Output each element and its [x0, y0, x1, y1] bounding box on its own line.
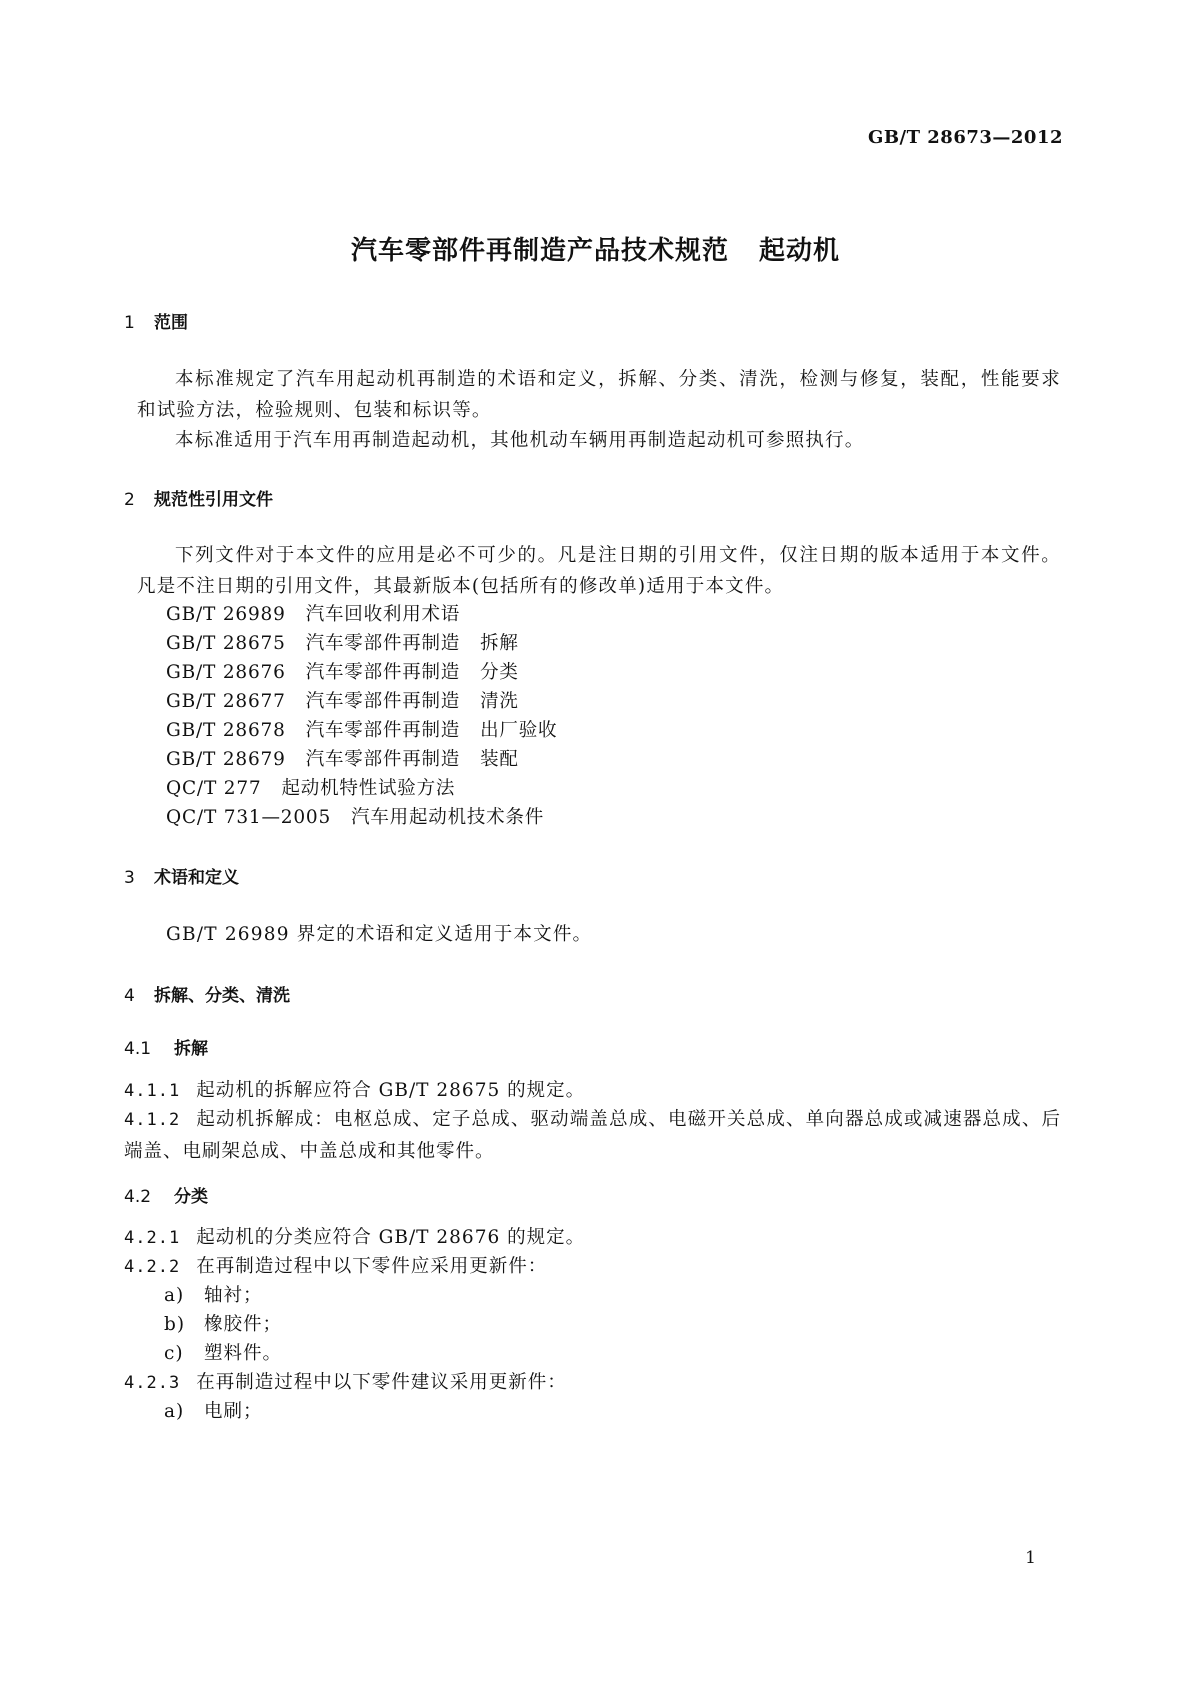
clause-number: 4.2.2	[124, 1257, 181, 1277]
reference-item	[166, 629, 519, 655]
section-1-title: 范围	[154, 313, 188, 333]
page-number: 1	[1025, 1548, 1036, 1568]
reference-item	[166, 687, 519, 713]
subsection-4-2-heading	[124, 1182, 208, 1207]
reference-title: 汽车零部件再制造	[305, 662, 461, 683]
reference-code: GB/T 26989	[166, 604, 286, 625]
reference-code: GB/T 28677	[166, 691, 286, 712]
section-3-number: 3	[124, 868, 135, 888]
list-item	[164, 1281, 263, 1307]
reference-title: 汽车零部件再制造	[305, 633, 461, 654]
reference-subtitle: 清洗	[480, 691, 519, 712]
reference-title: 汽车回收利用术语	[305, 604, 461, 625]
list-item	[164, 1397, 263, 1423]
list-item-text: 电刷；	[204, 1401, 263, 1422]
reference-subtitle: 分类	[480, 662, 519, 683]
reference-code: QC/T 731—2005	[166, 807, 332, 828]
reference-title: 汽车零部件再制造	[305, 720, 461, 741]
clause-number: 4.1.2	[124, 1110, 181, 1130]
standard-number: GB/T 28673—2012	[867, 127, 1063, 148]
reference-title: 起动机特性试验方法	[281, 778, 456, 799]
list-item-label: b)	[164, 1314, 186, 1335]
reference-item	[166, 716, 557, 742]
section-4-number: 4	[124, 986, 135, 1006]
reference-code: GB/T 28678	[166, 720, 286, 741]
reference-item	[166, 803, 544, 829]
section-4-heading	[124, 981, 290, 1006]
section-3-heading	[124, 863, 239, 888]
clause-text: 在再制造过程中以下零件建议采用更新件：	[196, 1372, 567, 1393]
clause-4-2-1	[124, 1223, 585, 1249]
reference-code: GB/T 28679	[166, 749, 286, 770]
clause-number: 4.2.1	[124, 1228, 181, 1248]
subsection-4-1-title: 拆解	[174, 1039, 208, 1059]
subsection-4-1-heading	[124, 1034, 208, 1059]
list-item-text: 轴衬；	[204, 1285, 263, 1306]
section-2-title: 规范性引用文件	[154, 490, 273, 510]
list-item-label: a)	[164, 1401, 185, 1422]
reference-title: 汽车零部件再制造	[305, 691, 461, 712]
list-item-label: c)	[164, 1343, 184, 1364]
reference-subtitle: 装配	[480, 749, 519, 770]
reference-subtitle: 拆解	[480, 633, 519, 654]
section-1-para-1: 本标准规定了汽车用起动机再制造的术语和定义，拆解、分类、清洗，检测与修复，装配，性能要求和试验方法，检验规则、包装和标识等。	[137, 369, 1061, 421]
section-3-title: 术语和定义	[154, 868, 239, 888]
reference-code: GB/T 28675	[166, 633, 286, 654]
section-1-para-2: 本标准适用于汽车用再制造起动机，其他机动车辆用再制造起动机可参照执行。	[175, 430, 865, 451]
section-1-heading	[124, 308, 188, 333]
reference-code: QC/T 277	[166, 778, 262, 799]
subsection-4-1-number: 4.1	[124, 1039, 152, 1059]
section-3-para: GB/T 26989 界定的术语和定义适用于本文件。	[166, 924, 593, 945]
clause-text: 起动机拆解成：电枢总成、定子总成、驱动端盖总成、电磁开关总成、单向器总成或减速器总成、后端盖、电刷架总成、中盖总成和其他零件。	[124, 1109, 1061, 1162]
document-title	[0, 230, 1191, 267]
reference-title: 汽车用起动机技术条件	[351, 807, 545, 828]
clause-number: 4.2.3	[124, 1373, 181, 1393]
subsection-4-2-title: 分类	[174, 1187, 208, 1207]
clause-text: 起动机的拆解应符合 GB/T 28675 的规定。	[196, 1080, 586, 1101]
section-2-number: 2	[124, 490, 135, 510]
list-item-text: 塑料件。	[204, 1343, 283, 1364]
subsection-4-2-number: 4.2	[124, 1187, 152, 1207]
section-1-number: 1	[124, 313, 135, 333]
clause-4-1-1	[124, 1076, 585, 1102]
reference-item	[166, 745, 519, 771]
reference-item	[166, 774, 455, 800]
reference-code: GB/T 28676	[166, 662, 286, 683]
list-item	[164, 1310, 282, 1336]
title-sub: 起动机	[759, 236, 841, 266]
title-main: 汽车零部件再制造产品技术规范	[350, 236, 729, 266]
clause-4-2-3	[124, 1368, 567, 1394]
reference-subtitle: 出厂验收	[480, 720, 558, 741]
reference-title: 汽车零部件再制造	[305, 749, 461, 770]
clause-4-2-2	[124, 1252, 547, 1278]
section-2-heading	[124, 485, 273, 510]
list-item-label: a)	[164, 1285, 185, 1306]
list-item-text: 橡胶件；	[204, 1314, 283, 1335]
clause-4-1-2	[124, 1104, 1061, 1167]
clause-text: 在再制造过程中以下零件应采用更新件：	[196, 1256, 548, 1277]
reference-item	[166, 600, 460, 626]
list-item	[164, 1339, 282, 1365]
section-2-intro: 下列文件对于本文件的应用是必不可少的。凡是注日期的引用文件，仅注日期的版本适用于本文件。凡是不注日期的引用文件，其最新版本(包括所有的修改单)适用于本文件。	[137, 545, 1061, 597]
clause-number: 4.1.1	[124, 1081, 181, 1101]
section-4-title: 拆解、分类、清洗	[154, 986, 290, 1006]
clause-text: 起动机的分类应符合 GB/T 28676 的规定。	[196, 1227, 586, 1248]
reference-item	[166, 658, 519, 684]
